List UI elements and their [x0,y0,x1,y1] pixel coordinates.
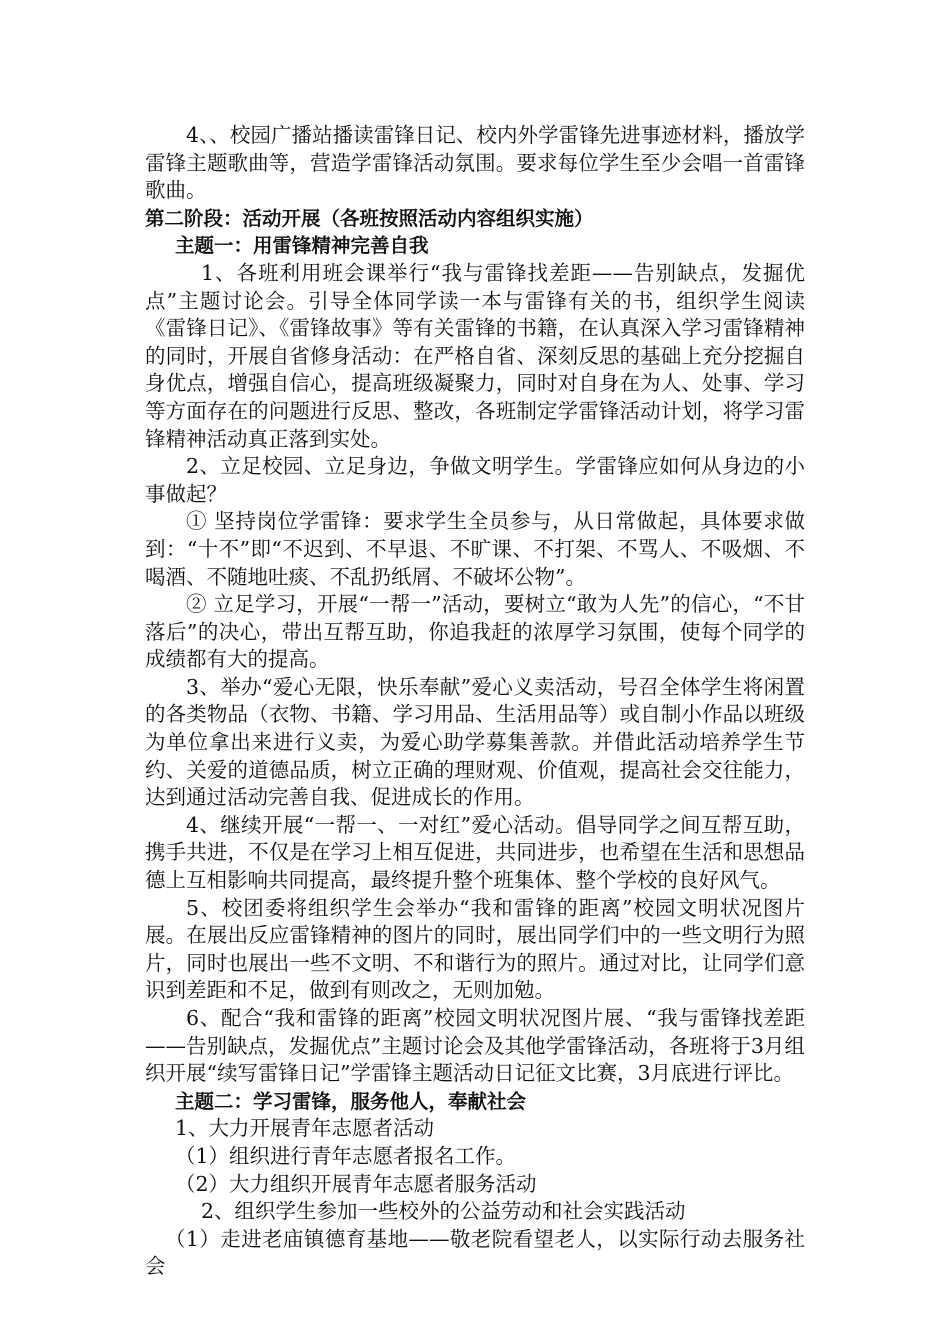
paragraph-theme-one-item-1: 1、各班利用班会课举行“我与雷锋找差距——告别缺点，发掘优点”主题讨论会。引导全体同学读一本与雷锋有关的书，组织学生阅读《雷锋日记》、《雷锋故事》等有关雷锋的书籍，在认真深入学习雷锋精神的同时，开展自省修身活动：在严格自省、深刻反思的基础上充分挖掘自身优点，增强自信心，提高班级凝聚力，同时对自身在为人、处事、学习等方面存在的问题进行反思、整改，各班制定学雷锋活动计划，将学习雷锋精神活动真正落到实处。 [145,260,805,451]
paragraph-broadcast: 4、、校园广播站播读雷锋日记、校内外学雷锋先进事迹材料，播放学雷锋主题歌曲等，营造学雷锋活动氛围。要求每位学生至少会唱一首雷锋歌曲。 [145,123,805,203]
paragraph-theme-one-item-3: 3、举办“爱心无限，快乐奉献”爱心义卖活动，号召全体学生将闲置的各类物品（衣物、书籍、学习用品、生活用品等）或自制小作品以班级为单位拿出来进行义卖，为爱心助学募集善款。并借此活动培养学生节约、关爱的道德品质，树立正确的理财观、价值观，提高社会交往能力，达到通过活动完善自我、促进成长的作用。 [145,674,805,810]
paragraph-theme-two-item-1-sub-2: （2）大力组织开展青年志愿者服务活动 [175,1171,537,1196]
theme-one-heading: 主题一：用雷锋精神完善自我 [175,234,429,258]
paragraph-theme-two-item-1: 1、大力开展青年志愿者活动 [175,1116,435,1141]
paragraph-theme-one-item-6: 6、配合“我和雷锋的距离”校园文明状况图片展、“我与雷锋找差距——告别缺点，发掘优点”主题讨论会及其他学雷锋活动，各班将于3月组织开展“续写雷锋日记”学雷锋主题活动日记征文比赛，3月底进行评比。 [145,1006,805,1086]
paragraph-theme-one-item-2: 2、立足校园、立足身边，争做文明学生。学雷锋应如何从身边的小事做起？ [145,454,805,506]
paragraph-theme-one-item-4: 4、继续开展“一帮一、一对红”爱心活动。倡导同学之间互帮互助，携手共进，不仅是在学习上相互促进，共同进步，也希望在生活和思想品德上互相影响共同提高，最终提升整个班集体、整个学校的良好风气。 [145,812,805,893]
paragraph-theme-two-item-1-sub-1: （1）组织进行青年志愿者报名工作。 [175,1143,517,1168]
document-body [145,122,805,1281]
theme-two-heading: 主题二：学习雷锋，服务他人，奉献社会 [175,1089,527,1113]
paragraph-theme-two-item-2: 2、组织学生参加一些校外的公益劳动和社会实践活动 [201,1199,686,1224]
paragraph-sub-item-circled-1: ① 坚持岗位学雷锋：要求学生全员参与，从日常做起，具体要求做到：“十不”即“不迟到、不早退、不旷课、不打架、不骂人、不吸烟、不喝酒、不随地吐痰、不乱扔纸屑、不破坏公物”。 [145,509,805,589]
paragraph-sub-item-circled-2: ② 立足学习，开展“一帮一”活动，要树立“敢为人先”的信心，“不甘落后”的决心，带出互帮互助，你追我赶的浓厚学习氛围，使每个同学的成绩都有大的提高。 [145,592,805,672]
paragraph-theme-two-item-2-sub-1: （1）走进老庙镇德育基地——敬老院看望老人，以实际行动去服务社会 [145,1226,805,1279]
stage-two-heading: 第二阶段：活动开展（各班按照活动内容组织实施） [145,206,594,230]
paragraph-theme-one-item-5: 5、校团委将组织学生会举办“我和雷锋的距离”校园文明状况图片展。在展出反应雷锋精神的图片的同时，展出同学们中的一些文明行为照片，同时也展出一些不文明、不和谐行为的照片。通过对比，让同学们意识到差距和不足，做到有则改之，无则加勉。 [145,895,805,1003]
